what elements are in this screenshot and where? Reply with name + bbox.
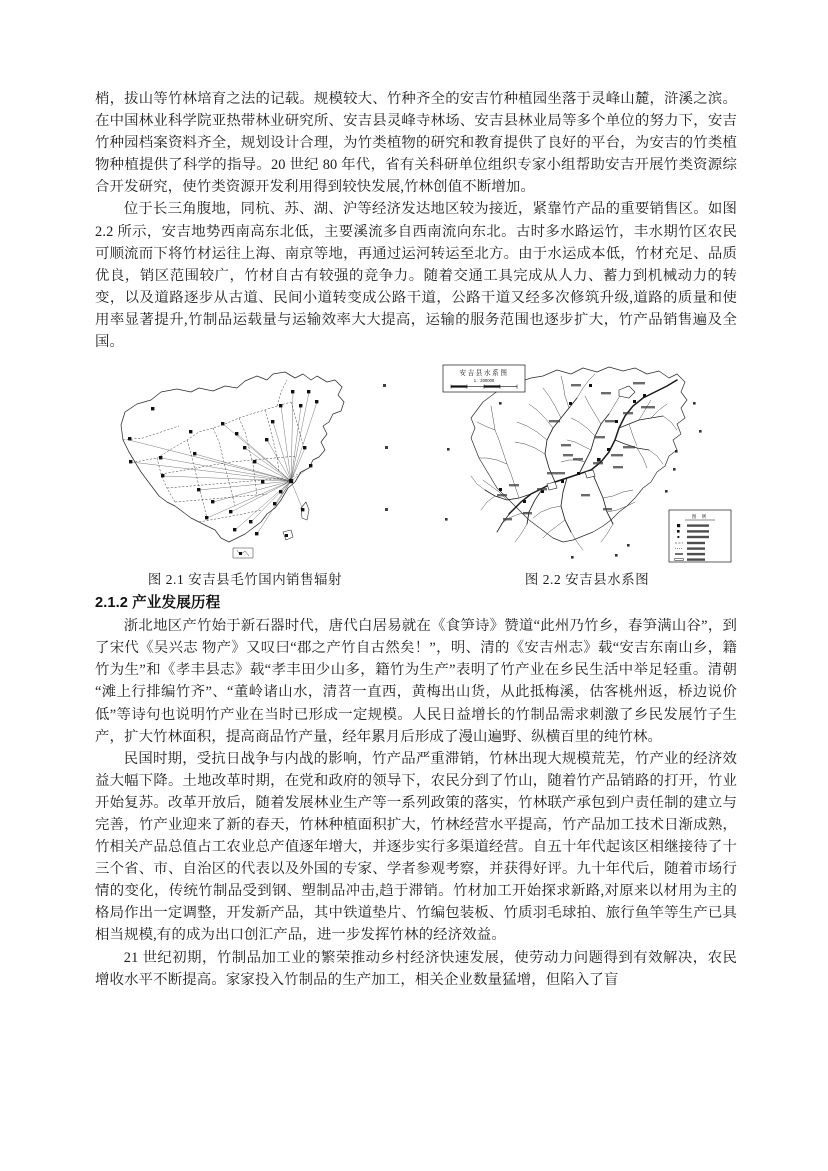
figure-row	[95, 362, 737, 589]
page-content	[95, 88, 737, 991]
figure-2-1-caption: 图 2.1 安吉县毛竹国内销售辐射	[147, 572, 343, 588]
paragraph-2: 位于长三角腹地，同杭、苏、湖、沪等经济发达地区较为接近，紧靠竹产品的重要销售区。如图 2.2 所示，安吉地势西南高东北低，主要溪流多自西南流向东北。古时多水路运竹，丰水期竹区农民可顺流而下将竹材运往上海、南京等地，再通过运河转运至北方。由于水运成本低，竹材充足、品质优良，销区范围较广，竹材自古有较强的竞争力。随着交通工具完成从人力、蓄力到机械动力的转变，以及道路逐步从古道、民间小道转变成公路干道，公路干道又经多次修筑升级,道路的质量和使用率显著提升,竹制品运载量与运输效率大大提高，运输的服务范围也逐步扩大，竹产品销售遍及全国。	[95, 201, 737, 351]
figure-2-2-caption: 图 2.2 安吉县水系图	[524, 572, 650, 588]
paragraph-1: 梢，拔山等竹林培育之法的记载。规模较大、竹种齐全的安吉竹种植园坐落于灵峰山麓，浒溪之滨。在中国林业科学院亚热带林业研究所、安吉县灵峰寺林场、安吉县林业局等多个单位的努力下，安吉竹种园档案资料齐全，规划设计合理，为竹类植物的研究和教育提供了良好的平台，为安吉的竹类植物种植提供了科学的指导。20 世纪 80 年代，省有关科研单位组织专家小组帮助安吉开展竹类资源综合开发研究，使竹类资源开发利用得到较快发展,竹林创值不断增加。	[95, 91, 737, 196]
map-scale-label: 1：200000	[473, 378, 495, 384]
anji-hydrology-map	[437, 362, 737, 567]
main-river	[509, 380, 677, 514]
place-label-marks	[497, 382, 655, 520]
paragraph-4: 民国时期，受抗日战争与内战的影响，竹产品严重滞销，竹林出现大规模荒芜，竹产业的经济效益大幅下降。土地改革时期，在党和政府的领导下，农民分到了竹山，随着竹产品销路的打开，竹业开始复苏。改革开放后，随着发展林业生产等一系列政策的落实，竹林联产承包到户责任制的建立与完善，竹产业迎来了新的春天，竹林种植面积扩大，竹林经营水平提高，竹产品加工技术日渐成熟，竹相关产品总值占工农业总产值逐年增大，并逐步实行多渠道经营。自五十年代起该区相继接待了十三个省、市、自治区的代表以及外国的专家、学者参观考察，并获得好评。九十年代后，随着市场行情的变化，传统竹制品受到钢、塑制品冲击,趋于滞销。竹材加工开始探求新路,对原来以材用为主的格局作出一定调整，开发新产品，其中铁道垫片、竹编包装板、竹质羽毛球拍、旅行鱼竿等生产已具相当规模,有的成为出口创汇产品，进一步发挥竹林的经济效益。	[95, 750, 737, 944]
map-title-box	[443, 365, 525, 392]
figure-2-2	[437, 362, 737, 589]
map-legend-title: 图 例	[691, 514, 709, 520]
map-title-text: 安吉县水系图	[459, 370, 509, 378]
figure-2-2-canvas	[437, 362, 737, 567]
paragraph-3: 浙北地区产竹始于新石器时代，唐代白居易就在《食笋诗》赞道“此州乃竹乡，春笋满山谷”，到了宋代《吴兴志 物产》又叹曰“郡之产竹自古然矣！”，明、清的《安吉州志》载“安吉东南山乡，籍竹为生”和《孝丰县志》载“孝丰田少山多，籍竹为生产”表明了竹产业在乡民生活中举足轻重。清朝“滩上行排编竹齐”、“董岭诸山水，清苕一直西，黄梅出山货，从此抵梅溪，估客桃州返，桥边说价低”等诗句也说明竹产业在当时已形成一定规模。人民日益增长的竹制品需求刺激了乡民发展竹子生产，扩大竹林面积，提高商品竹产量，经年累月后形成了漫山遍野、纵横百里的纯竹林。	[95, 618, 737, 745]
china-distribution-map	[95, 362, 395, 567]
edge-marks	[383, 384, 388, 511]
tributaries	[471, 374, 677, 550]
figure-2-1-canvas	[95, 362, 395, 567]
paragraph-5: 21 世纪初期，竹制品加工业的繁荣推动乡村经济快速发展，使劳动力问题得到有效解决，农民增收水平不断提高。家家投入竹制品的生产加工，相关企业数量猛增，但陷入了盲	[95, 949, 737, 988]
distribution-lines	[129, 392, 317, 534]
figure-2-1	[95, 362, 395, 589]
section-heading-2-1-2: 2.1.2 产业发展历程	[95, 595, 221, 612]
map-legend-box	[669, 510, 731, 562]
secondary-rivers	[485, 398, 663, 532]
